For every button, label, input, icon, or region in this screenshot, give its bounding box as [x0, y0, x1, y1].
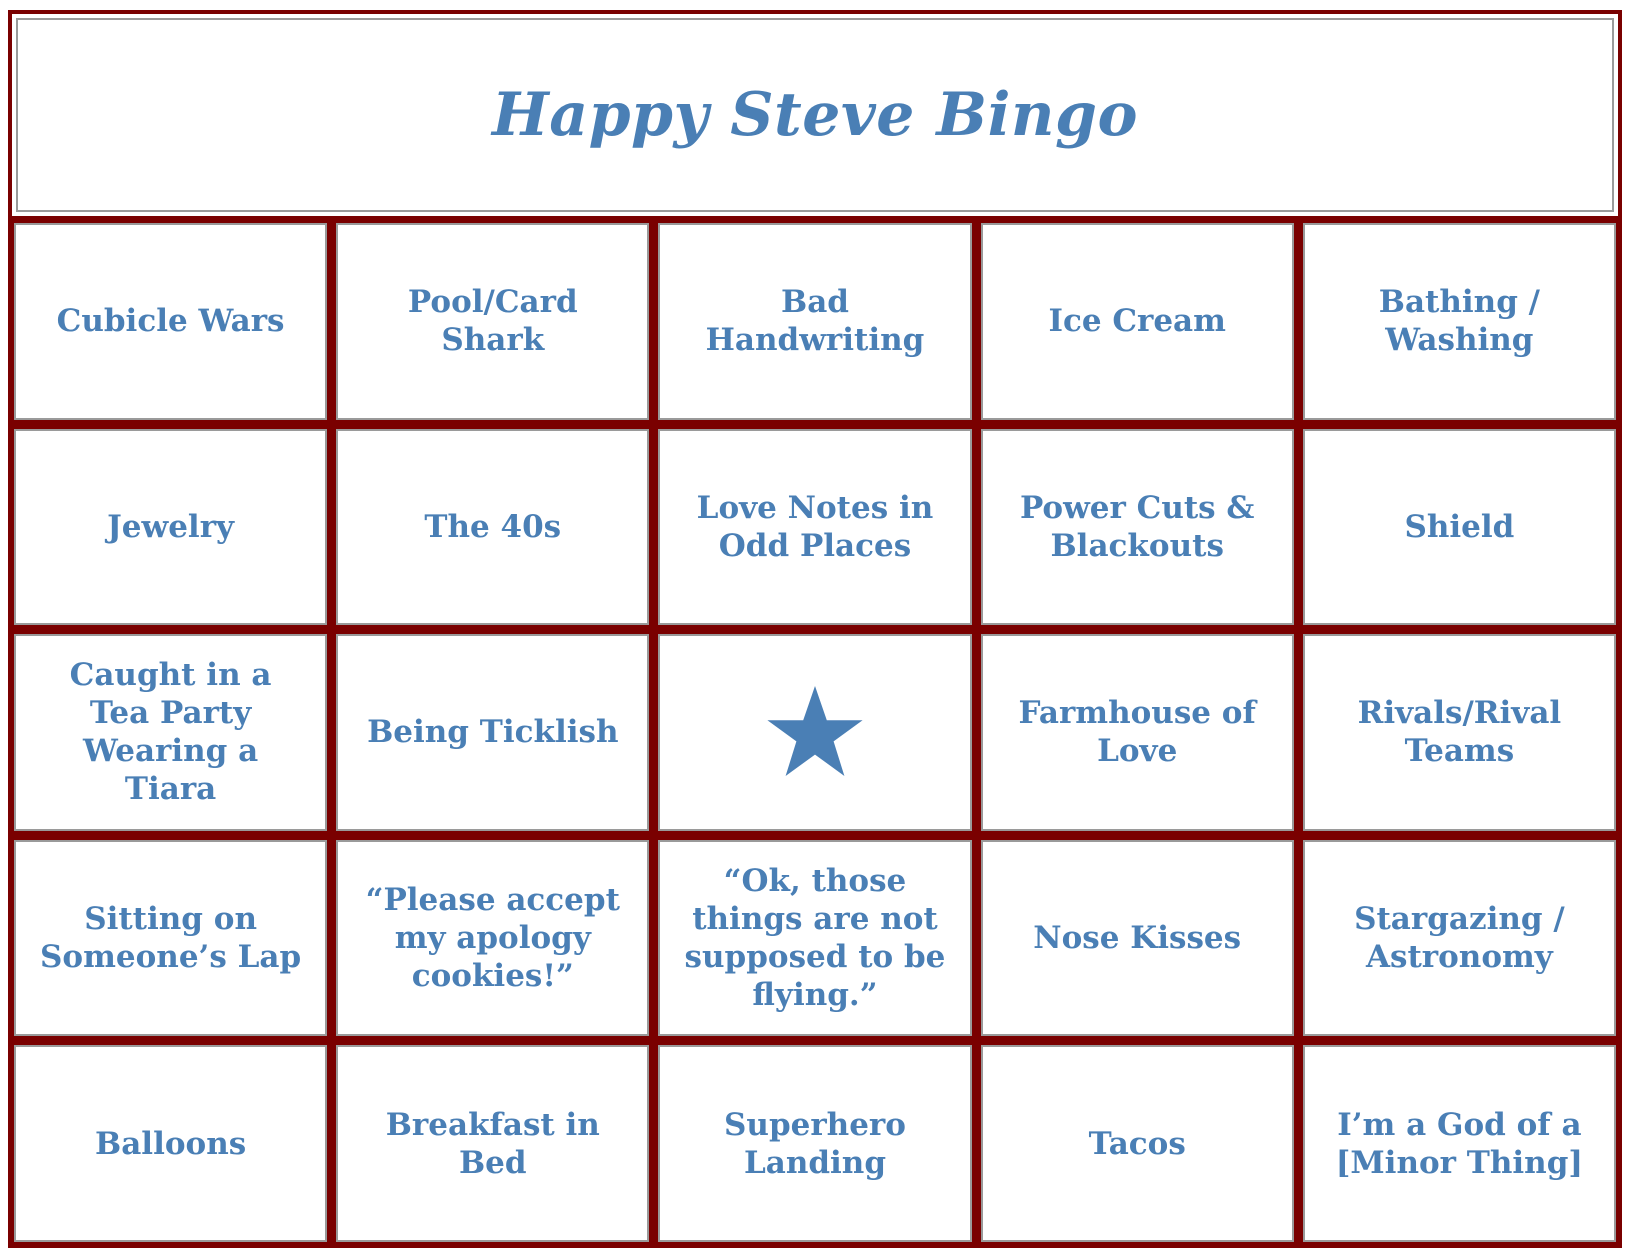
bingo-cell-label: “Please accept my apology cookies!”: [365, 882, 620, 995]
bingo-cell: [14, 429, 327, 626]
bingo-cell-label: Pool/Card Shark: [407, 284, 578, 359]
bingo-cell: [658, 429, 971, 626]
bingo-cell: [14, 1045, 327, 1242]
title-box: [16, 18, 1614, 212]
bingo-cell-label: Sitting on Someone’s Lap: [40, 901, 302, 976]
bingo-cell-label: Power Cuts & Blackouts: [1019, 489, 1255, 564]
bingo-cell-label: Bad Handwriting: [705, 284, 925, 359]
bingo-cell: [981, 634, 1294, 831]
bingo-cell-label: Caught in a Tea Party Wearing a Tiara: [69, 657, 272, 808]
bingo-cell: [981, 1045, 1294, 1242]
bingo-cell: [981, 840, 1294, 1037]
bingo-cell: [658, 840, 971, 1037]
bingo-cell-label: Stargazing / Astronomy: [1354, 901, 1565, 976]
bingo-cell-label: Tacos: [1088, 1125, 1186, 1162]
bingo-cell-label: “Ok, those things are not supposed to be flying.”: [684, 863, 946, 1014]
bingo-cell-label: Breakfast in Bed: [385, 1106, 600, 1181]
bingo-cell-label: Balloons: [95, 1125, 247, 1162]
bingo-grid: [12, 221, 1618, 1244]
bingo-cell: [336, 840, 649, 1037]
bingo-cell-label: Bathing / Washing: [1378, 284, 1541, 359]
bingo-cell-label: I’m a God of a [Minor Thing]: [1335, 1106, 1584, 1181]
bingo-cell: [336, 429, 649, 626]
bingo-cell-label: The 40s: [424, 508, 562, 545]
bingo-cell-label: Farmhouse of Love: [1018, 695, 1256, 770]
bingo-cell-label: Rivals/Rival Teams: [1357, 695, 1562, 770]
bingo-cell: [1303, 1045, 1616, 1242]
bingo-cell-label: Shield: [1404, 508, 1515, 545]
bingo-cell-label: Love Notes in Odd Places: [696, 489, 934, 564]
bingo-cell: [1303, 223, 1616, 420]
star-icon: [765, 682, 865, 782]
bingo-cell: [14, 223, 327, 420]
bingo-cell-label: Being Ticklish: [367, 714, 619, 751]
bingo-cell: [336, 223, 649, 420]
bingo-cell: [658, 223, 971, 420]
bingo-cell-free-space: [658, 634, 971, 831]
bingo-cell: [1303, 634, 1616, 831]
bingo-cell: [336, 1045, 649, 1242]
bingo-cell: [1303, 840, 1616, 1037]
bingo-card: [8, 10, 1622, 1248]
bingo-cell: [336, 634, 649, 831]
bingo-cell: [14, 840, 327, 1037]
bingo-cell-label: Cubicle Wars: [56, 303, 285, 340]
bingo-cell-label: Ice Cream: [1048, 303, 1226, 340]
bingo-cell-label: Nose Kisses: [1033, 920, 1242, 957]
bingo-cell-label: Jewelry: [107, 508, 235, 545]
bingo-cell: [14, 634, 327, 831]
bingo-cell: [1303, 429, 1616, 626]
bingo-cell: [658, 1045, 971, 1242]
bingo-cell: [981, 223, 1294, 420]
page-title: Happy Steve Bingo: [492, 80, 1138, 150]
bingo-cell: [981, 429, 1294, 626]
bingo-cell-label: Superhero Landing: [724, 1106, 906, 1181]
